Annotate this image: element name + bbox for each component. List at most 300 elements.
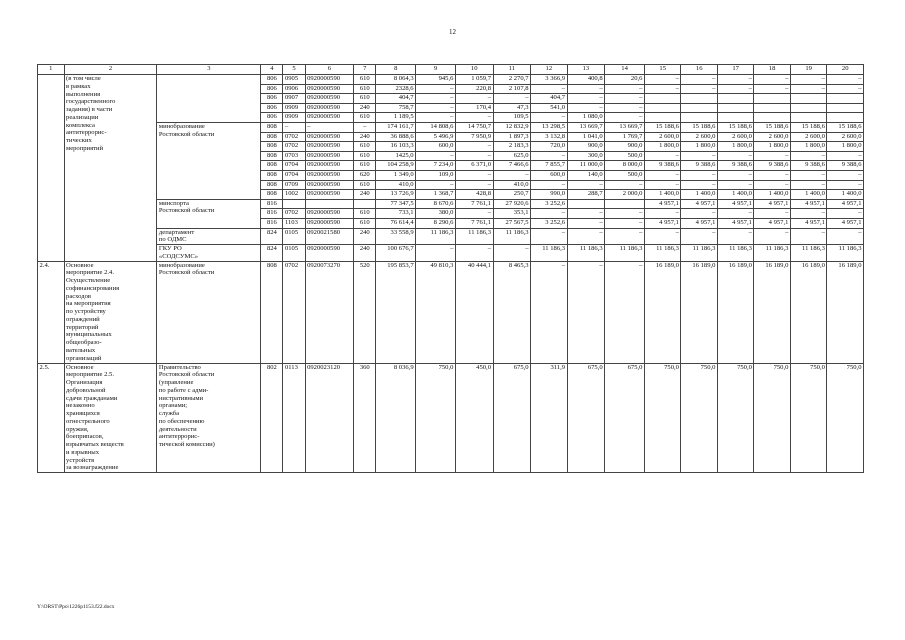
value-cell: 0920000590 — [305, 75, 354, 85]
value-cell: – — [416, 151, 456, 161]
value-cell: 0702 — [283, 209, 305, 219]
table-row — [38, 228, 864, 245]
value-cell: 170,4 — [455, 103, 493, 113]
value-cell: 750,0 — [681, 363, 717, 473]
value-cell: 1 769,7 — [605, 132, 645, 142]
value-cell: 2 600,0 — [790, 132, 826, 142]
value-cell: – — [605, 261, 645, 363]
activity-name-line: реализации — [66, 113, 99, 121]
value-cell: – — [305, 122, 354, 132]
page-number: 12 — [449, 28, 456, 36]
value-cell: – — [416, 103, 456, 113]
value-cell: – — [644, 170, 680, 180]
value-cell: – — [416, 84, 456, 94]
value-cell: 16 189,0 — [681, 261, 717, 363]
value-cell: 410,0 — [376, 180, 416, 190]
executor-line: Ростовской области — [158, 207, 215, 215]
executor-cell — [157, 75, 261, 123]
value-cell: 816 — [261, 218, 283, 228]
value-cell: 1425,0 — [376, 151, 416, 161]
value-cell: 3 132,8 — [531, 132, 567, 142]
value-cell: – — [283, 122, 305, 132]
value-cell: 16 189,0 — [717, 261, 753, 363]
value-cell: – — [531, 209, 567, 219]
executor-line: минобразование — [158, 122, 205, 130]
value-cell: 11 186,3 — [567, 245, 605, 262]
value-cell: 4 957,1 — [827, 218, 864, 228]
value-cell: – — [644, 180, 680, 190]
value-cell: – — [827, 228, 864, 245]
value-cell: 4 957,1 — [644, 199, 680, 209]
value-cell: 0702 — [283, 142, 305, 152]
value-cell: 2 600,0 — [681, 132, 717, 142]
executor-line: Правительство — [158, 363, 201, 371]
value-cell: 288,7 — [567, 190, 605, 200]
value-cell: 2328,6 — [376, 84, 416, 94]
value-cell: 9 388,6 — [644, 161, 680, 171]
value-cell: – — [644, 75, 680, 85]
value-cell: 2 000,0 — [605, 190, 645, 200]
value-cell: 1 059,7 — [455, 75, 493, 85]
value-cell: 4 957,1 — [717, 199, 753, 209]
value-cell: 0709 — [283, 180, 305, 190]
value-cell: 7 466,6 — [493, 161, 531, 171]
activity-name-line: оружия, — [66, 425, 89, 433]
activity-name-line: задания) в части — [66, 106, 113, 114]
value-cell: 0920000590 — [305, 218, 354, 228]
value-cell: 610 — [354, 94, 376, 104]
column-number: 20 — [827, 65, 864, 75]
value-cell: 4 957,1 — [681, 218, 717, 228]
value-cell: 11 186,3 — [827, 245, 864, 262]
value-cell: 1 368,7 — [416, 190, 456, 200]
value-cell: 8 670,6 — [416, 199, 456, 209]
value-cell: 0920000590 — [305, 113, 354, 123]
executor-cell — [157, 245, 261, 262]
value-cell: 33 558,9 — [376, 228, 416, 245]
column-number: 2 — [64, 65, 157, 75]
value-cell: – — [416, 113, 456, 123]
value-cell: 3 252,6 — [531, 218, 567, 228]
activity-name-line: ограждений — [66, 315, 100, 323]
value-cell: 400,8 — [567, 75, 605, 85]
value-cell: – — [827, 84, 864, 94]
activity-name-line: в рамках — [66, 82, 91, 90]
value-cell: – — [754, 228, 790, 245]
value-cell: 40 444,1 — [455, 261, 493, 363]
value-cell — [644, 94, 680, 104]
value-cell: 1 800,0 — [790, 142, 826, 152]
activity-name-line: за вознаграждение — [66, 464, 119, 472]
value-cell: – — [455, 209, 493, 219]
value-cell: 1 897,3 — [493, 132, 531, 142]
value-cell: 750,0 — [717, 363, 753, 473]
value-cell: – — [605, 94, 645, 104]
activity-name-line: расходов — [66, 292, 92, 300]
value-cell: 675,0 — [605, 363, 645, 473]
activity-name-line: Осуществление — [66, 277, 111, 285]
value-cell: 380,0 — [416, 209, 456, 219]
value-cell: 109,5 — [493, 113, 531, 123]
value-cell: – — [754, 170, 790, 180]
value-cell: 11 186,3 — [717, 245, 753, 262]
value-cell: – — [416, 94, 456, 104]
executor-line: по ОДМС — [158, 236, 187, 244]
executor-line: по работе с адми- — [158, 386, 209, 394]
column-number: 14 — [605, 65, 645, 75]
value-cell: 240 — [354, 132, 376, 142]
value-cell: 610 — [354, 180, 376, 190]
activity-name-line: Организация — [66, 379, 103, 387]
table-row — [38, 75, 864, 85]
value-cell: – — [790, 170, 826, 180]
activity-name-line: и взрывных — [66, 448, 100, 456]
value-cell: – — [416, 245, 456, 262]
value-cell: 2 183,3 — [493, 142, 531, 152]
executor-line: деятельности — [158, 425, 197, 433]
value-cell: 0905 — [283, 75, 305, 85]
activity-name-line: мероприятие 2.5. — [66, 371, 114, 379]
activity-name-line: незаконно — [66, 402, 95, 410]
executor-line: по обеспечению — [158, 417, 205, 425]
column-number: 11 — [493, 65, 531, 75]
value-cell: 808 — [261, 122, 283, 132]
activity-name-line: добровольной — [66, 386, 106, 394]
value-cell: 600,0 — [531, 170, 567, 180]
value-cell: 824 — [261, 245, 283, 262]
value-cell: 3 366,9 — [531, 75, 567, 85]
value-cell: 4 957,1 — [754, 218, 790, 228]
value-cell: – — [455, 180, 493, 190]
value-cell: – — [605, 209, 645, 219]
value-cell: 808 — [261, 151, 283, 161]
activity-name-line: (в том числе — [66, 75, 101, 82]
value-cell: 1002 — [283, 190, 305, 200]
column-number: 15 — [644, 65, 680, 75]
activity-name-line: Основное — [66, 261, 94, 269]
value-cell: 806 — [261, 75, 283, 85]
value-cell: 49 810,3 — [416, 261, 456, 363]
value-cell: 1 800,0 — [754, 142, 790, 152]
value-cell: – — [790, 151, 826, 161]
value-cell: 27 567,5 — [493, 218, 531, 228]
value-cell: 1 800,0 — [644, 142, 680, 152]
value-cell: 750,0 — [644, 363, 680, 473]
activity-name-line: комплекса — [66, 121, 95, 129]
value-cell: 0906 — [283, 84, 305, 94]
value-cell: 1 400,0 — [790, 190, 826, 200]
activity-name-line: мероприятие 2.4. — [66, 269, 114, 277]
value-cell: 675,0 — [567, 363, 605, 473]
value-cell: 0704 — [283, 170, 305, 180]
value-cell: 4 957,1 — [644, 218, 680, 228]
column-number: 9 — [416, 65, 456, 75]
value-cell: 8 290,6 — [416, 218, 456, 228]
value-cell — [681, 113, 717, 123]
value-cell: 1 041,0 — [567, 132, 605, 142]
activity-name-line: по устройству — [66, 308, 106, 316]
value-cell: 0909 — [283, 113, 305, 123]
value-cell: 77 347,5 — [376, 199, 416, 209]
table-row — [38, 122, 864, 132]
value-cell: 0704 — [283, 161, 305, 171]
value-cell: 0702 — [283, 132, 305, 142]
column-number: 6 — [305, 65, 354, 75]
value-cell: 15 188,6 — [827, 122, 864, 132]
column-number: 18 — [754, 65, 790, 75]
value-cell: 733,1 — [376, 209, 416, 219]
value-cell: 11 186,3 — [754, 245, 790, 262]
value-cell: 610 — [354, 209, 376, 219]
value-cell — [283, 199, 305, 209]
column-number: 10 — [455, 65, 493, 75]
activity-name-line: хранящихся — [66, 410, 100, 418]
value-cell: 9 388,6 — [790, 161, 826, 171]
value-cell: – — [827, 209, 864, 219]
activity-name-line: антитеррорис- — [66, 129, 107, 137]
value-cell: 824 — [261, 228, 283, 245]
value-cell: – — [567, 94, 605, 104]
executor-cell — [157, 122, 261, 199]
value-cell — [644, 103, 680, 113]
value-cell: 758,7 — [376, 103, 416, 113]
value-cell: – — [790, 209, 826, 219]
value-cell: 4 957,1 — [790, 199, 826, 209]
value-cell: 76 614,4 — [376, 218, 416, 228]
value-cell: 11 186,3 — [531, 245, 567, 262]
value-cell: 47,3 — [493, 103, 531, 113]
value-cell: – — [531, 151, 567, 161]
value-cell: 220,8 — [455, 84, 493, 94]
value-cell: 610 — [354, 161, 376, 171]
value-cell: 12 832,9 — [493, 122, 531, 132]
value-cell: – — [681, 180, 717, 190]
value-cell: – — [567, 209, 605, 219]
value-cell: 2 600,0 — [644, 132, 680, 142]
value-cell: 806 — [261, 103, 283, 113]
activity-name-line: муниципальных — [66, 331, 112, 339]
value-cell — [827, 94, 864, 104]
value-cell: – — [493, 94, 531, 104]
column-number: 4 — [261, 65, 283, 75]
activity-name-line: мероприятий — [66, 144, 104, 152]
value-cell: 8 064,3 — [376, 75, 416, 85]
executor-cell — [157, 199, 261, 228]
value-cell: – — [790, 228, 826, 245]
value-cell: 15 188,6 — [681, 122, 717, 132]
column-number: 12 — [531, 65, 567, 75]
value-cell: – — [717, 151, 753, 161]
value-cell: 11 000,0 — [567, 161, 605, 171]
activity-name-line: боеприпасов, — [66, 433, 104, 441]
value-cell: 1 400,0 — [717, 190, 753, 200]
value-cell: 0920000590 — [305, 161, 354, 171]
value-cell: 15 188,6 — [717, 122, 753, 132]
value-cell: 0909 — [283, 103, 305, 113]
value-cell: 0920000590 — [305, 103, 354, 113]
value-cell: – — [790, 84, 826, 94]
table-row — [38, 199, 864, 209]
value-cell — [790, 113, 826, 123]
value-cell: 14 808,6 — [416, 122, 456, 132]
value-cell: 0920023120 — [305, 363, 354, 473]
value-cell: 0907 — [283, 94, 305, 104]
value-cell: 2 107,8 — [493, 84, 531, 94]
value-cell: 1 080,0 — [567, 113, 605, 123]
value-cell: 13 669,7 — [605, 122, 645, 132]
value-cell: 11 186,3 — [681, 245, 717, 262]
column-number: 1 — [38, 65, 65, 75]
value-cell — [354, 199, 376, 209]
value-cell — [605, 199, 645, 209]
executor-line: тической комиссии) — [158, 441, 215, 449]
value-cell: – — [827, 180, 864, 190]
value-cell: 404,7 — [531, 94, 567, 104]
value-cell — [827, 103, 864, 113]
value-cell: – — [827, 75, 864, 85]
executor-line: минобразование — [158, 261, 205, 269]
value-cell: 3 252,6 — [531, 199, 567, 209]
value-cell: 1 800,0 — [827, 142, 864, 152]
value-cell: – — [567, 218, 605, 228]
value-cell: 7 761,1 — [455, 218, 493, 228]
value-cell: 4 957,1 — [827, 199, 864, 209]
value-cell: 0105 — [283, 228, 305, 245]
column-number: 13 — [567, 65, 605, 75]
value-cell: – — [455, 151, 493, 161]
value-cell: 620 — [354, 170, 376, 180]
value-cell: 500,0 — [605, 170, 645, 180]
value-cell: 9 388,6 — [681, 161, 717, 171]
value-cell: 500,0 — [605, 151, 645, 161]
value-cell: 0920000590 — [305, 170, 354, 180]
value-cell: 104 258,9 — [376, 161, 416, 171]
executor-line: Ростовской области — [158, 371, 215, 379]
value-cell: 109,0 — [416, 170, 456, 180]
value-cell: 195 853,7 — [376, 261, 416, 363]
activity-name-line: взрывчатых веществ — [66, 441, 124, 449]
activity-name-line: организаций — [66, 354, 102, 362]
value-cell: – — [567, 228, 605, 245]
value-cell: 9 388,6 — [717, 161, 753, 171]
value-cell: 990,0 — [531, 190, 567, 200]
activity-name-line: на мероприятия — [66, 300, 111, 308]
budget-table — [37, 64, 864, 473]
value-cell: 7 855,7 — [531, 161, 567, 171]
column-number: 17 — [717, 65, 753, 75]
value-cell: 900,0 — [605, 142, 645, 152]
value-cell: 360 — [354, 363, 376, 473]
value-cell: 13 298,5 — [531, 122, 567, 132]
value-cell: – — [681, 170, 717, 180]
value-cell: – — [717, 170, 753, 180]
value-cell: 610 — [354, 84, 376, 94]
value-cell — [717, 94, 753, 104]
value-cell: 11 186,3 — [790, 245, 826, 262]
value-cell: – — [605, 84, 645, 94]
value-cell: 750,0 — [416, 363, 456, 473]
value-cell: – — [681, 209, 717, 219]
value-cell — [567, 199, 605, 209]
value-cell: – — [493, 245, 531, 262]
value-cell: – — [531, 261, 567, 363]
value-cell: 8 465,3 — [493, 261, 531, 363]
value-cell: 675,0 — [493, 363, 531, 473]
value-cell: 11 186,3 — [605, 245, 645, 262]
value-cell — [790, 103, 826, 113]
value-cell: – — [605, 228, 645, 245]
value-cell — [790, 94, 826, 104]
activity-name-cell — [64, 261, 157, 363]
value-cell: 750,0 — [790, 363, 826, 473]
item-number-cell — [38, 75, 65, 262]
value-cell: – — [717, 84, 753, 94]
value-cell: 36 888,6 — [376, 132, 416, 142]
value-cell — [644, 113, 680, 123]
value-cell — [305, 199, 354, 209]
value-cell: – — [455, 245, 493, 262]
value-cell — [754, 94, 790, 104]
column-number: 3 — [157, 65, 261, 75]
value-cell: 404,7 — [376, 94, 416, 104]
value-cell: – — [567, 103, 605, 113]
value-cell: 0920000590 — [305, 190, 354, 200]
value-cell: 610 — [354, 151, 376, 161]
value-cell: 808 — [261, 142, 283, 152]
executor-cell — [157, 363, 261, 473]
value-cell: – — [567, 261, 605, 363]
header-row — [38, 65, 864, 75]
value-cell: 0920000590 — [305, 84, 354, 94]
value-cell: – — [455, 170, 493, 180]
value-cell: – — [605, 180, 645, 190]
value-cell: 27 920,6 — [493, 199, 531, 209]
activity-name-line: территорий — [66, 323, 99, 331]
value-cell: 300,0 — [567, 151, 605, 161]
value-cell: 541,0 — [531, 103, 567, 113]
executor-line: «СОДСУМС» — [158, 252, 199, 260]
value-cell: 625,0 — [493, 151, 531, 161]
value-cell: 945,6 — [416, 75, 456, 85]
value-cell: 1 189,5 — [376, 113, 416, 123]
activity-name-line: устройств — [66, 456, 95, 464]
value-cell: 2 600,0 — [717, 132, 753, 142]
value-cell: 0920000590 — [305, 245, 354, 262]
value-cell: – — [790, 75, 826, 85]
value-cell: 816 — [261, 209, 283, 219]
value-cell: 6 371,0 — [455, 161, 493, 171]
value-cell: 806 — [261, 84, 283, 94]
value-cell: – — [644, 151, 680, 161]
value-cell: 806 — [261, 94, 283, 104]
value-cell: 240 — [354, 228, 376, 245]
value-cell: 0113 — [283, 363, 305, 473]
value-cell: 900,0 — [567, 142, 605, 152]
activity-name-line: государственного — [66, 98, 116, 106]
value-cell: 0702 — [283, 261, 305, 363]
value-cell: 11 186,3 — [416, 228, 456, 245]
value-cell: – — [644, 84, 680, 94]
value-cell: 16 103,3 — [376, 142, 416, 152]
value-cell: – — [354, 122, 376, 132]
value-cell: 816 — [261, 199, 283, 209]
value-cell: 8 036,9 — [376, 363, 416, 473]
value-cell: 11 186,3 — [455, 228, 493, 245]
table-row — [38, 245, 864, 262]
value-cell: 750,0 — [754, 363, 790, 473]
value-cell: – — [567, 180, 605, 190]
value-cell: 240 — [354, 103, 376, 113]
